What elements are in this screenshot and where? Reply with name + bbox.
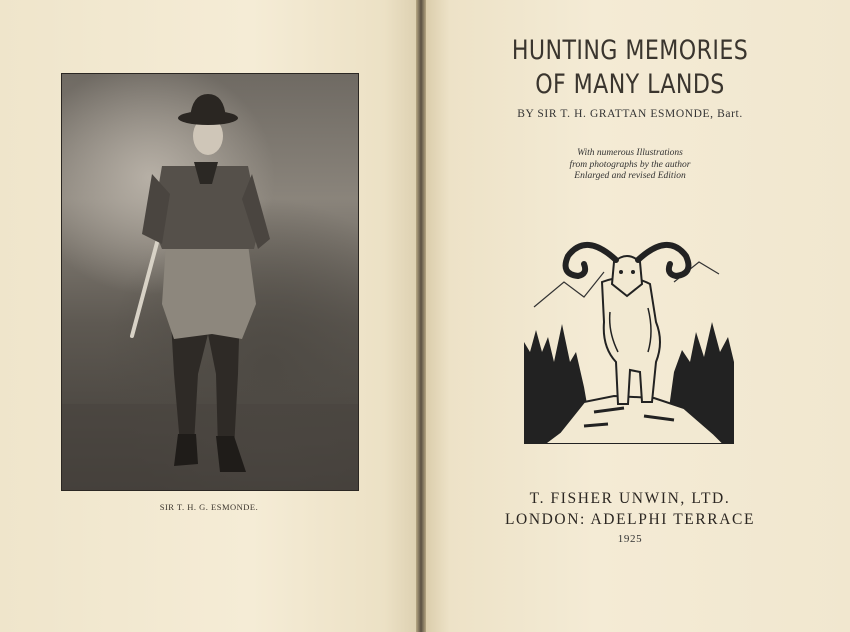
publisher-address: LONDON: ADELPHI TERRACE [504,511,756,528]
edition-notes [440,148,820,183]
publisher-name: T. FISHER UNWIN, LTD. [529,490,731,507]
edition-note: Enlarged and revised Edition [574,171,686,181]
publication-year: 1925 [617,533,643,545]
book-title [474,34,786,102]
publisher-block [440,488,820,530]
edition-note: from photographs by the author [569,159,691,170]
ram-on-mountain-icon [524,212,734,444]
title-line-1: HUNTING MEMORIES [511,35,749,66]
author-line [440,108,820,120]
author-suffix: Bart. [717,108,743,120]
frontispiece-photo [61,73,359,491]
edition-note: With numerous Illustrations [577,148,683,158]
title-line-2: OF MANY LANDS [535,69,725,100]
author-name: BY SIR T. H. GRATTAN ESMONDE, [517,108,714,120]
frontispiece-caption: SIR T. H. G. ESMONDE. [159,502,259,512]
book-gutter [416,0,426,632]
hunter-portrait-icon [62,74,358,490]
